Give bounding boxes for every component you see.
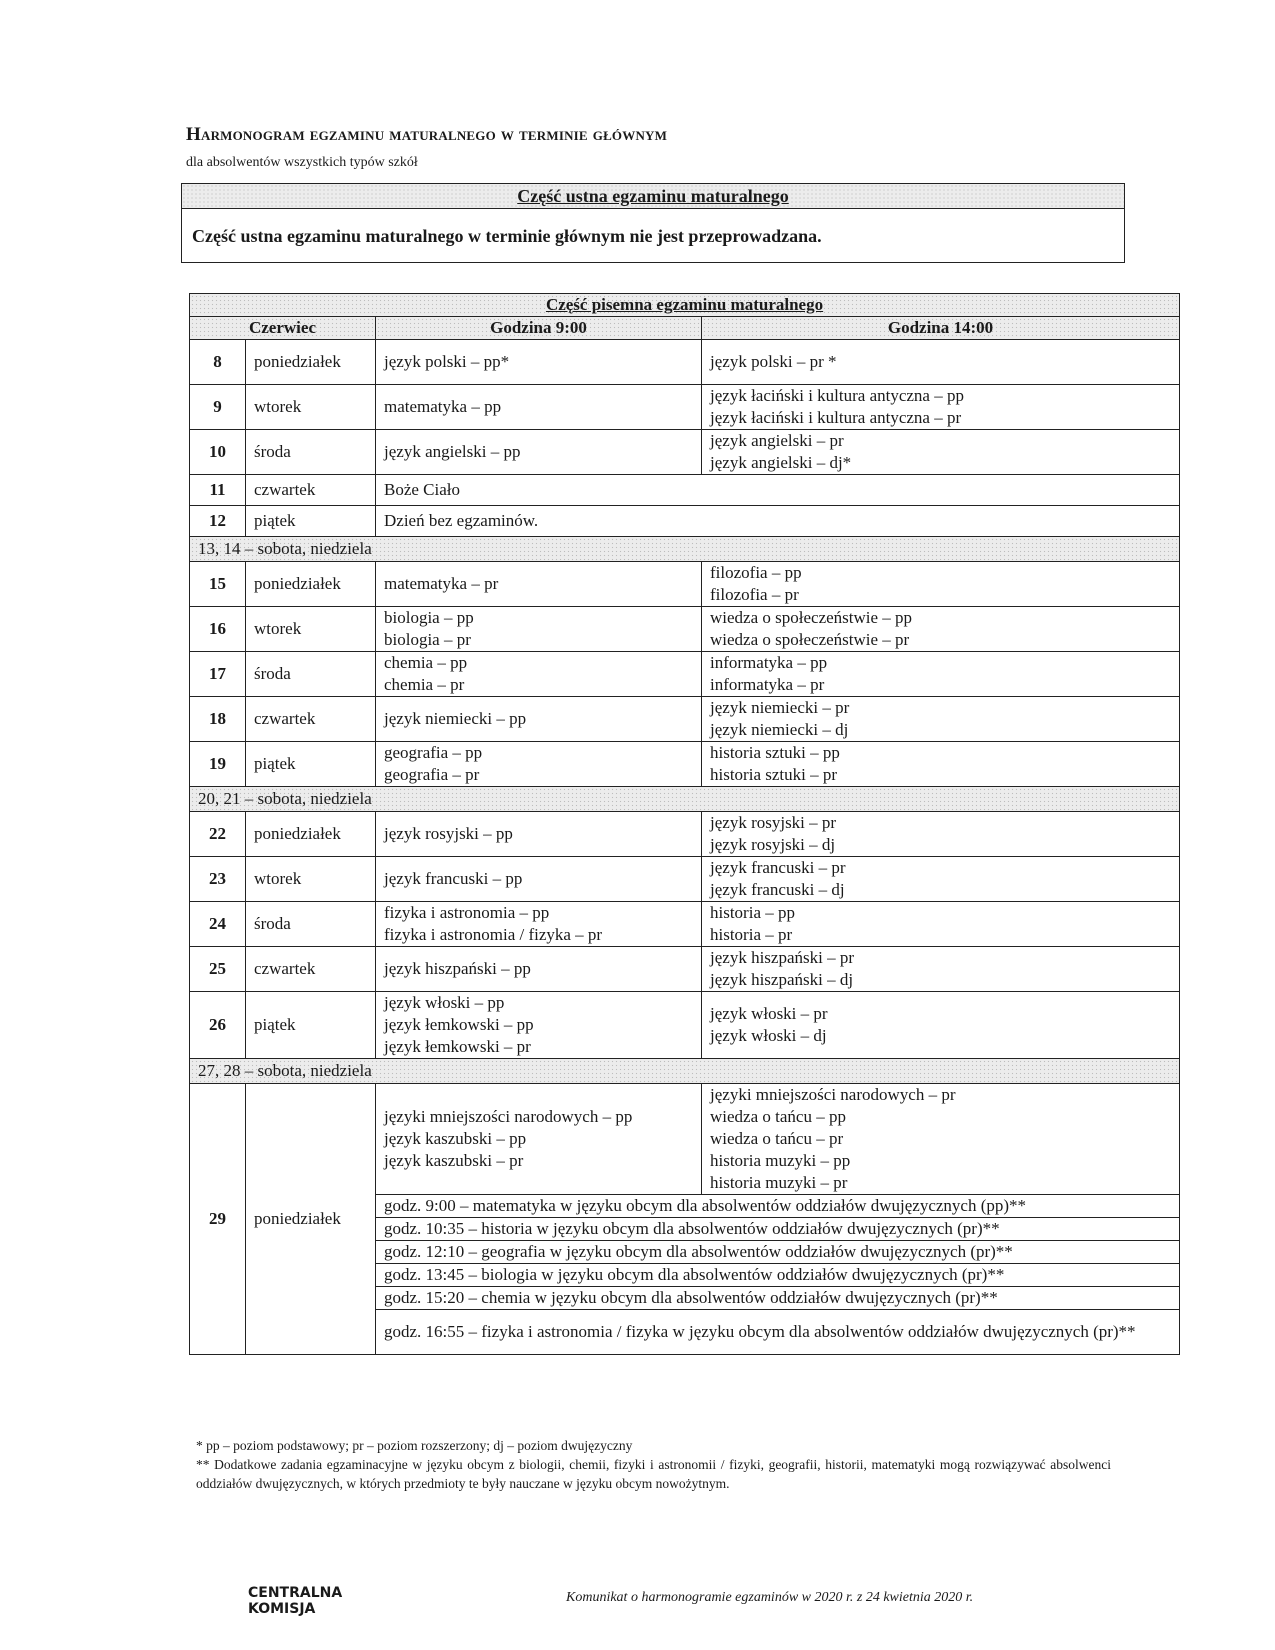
weekday: poniedziałek [246, 340, 376, 385]
day-number: 12 [190, 506, 246, 537]
schedule-row [190, 340, 1180, 385]
exams-14 [702, 385, 1180, 430]
exam-entry: wiedza o społeczeństwie – pr [710, 630, 910, 649]
exam-entry: chemia – pr [384, 675, 465, 694]
weekday: czwartek [246, 475, 376, 506]
exams-9 [376, 652, 702, 697]
schedule-row [190, 992, 1180, 1059]
weekday: piątek [246, 506, 376, 537]
schedule-row [190, 947, 1180, 992]
schedule-row [190, 506, 1180, 537]
bilingual-exam: godz. 10:35 – historia w języku obcym dla absolwentów oddziałów dwujęzycznych (pr)** [376, 1218, 1180, 1241]
exam-entry: język włoski – pr [710, 1004, 828, 1023]
weekday: piątek [246, 742, 376, 787]
exams-14 [702, 562, 1180, 607]
day-number: 19 [190, 742, 246, 787]
schedule-row [190, 430, 1180, 475]
exam-entry: język łaciński i kultura antyczna – pr [710, 408, 962, 427]
schedule-row [190, 742, 1180, 787]
exam-entry: matematyka – pp [384, 397, 502, 416]
exam-entry: język rosyjski – pp [384, 824, 513, 843]
weekend-label: 27, 28 – sobota, niedziela [190, 1059, 1180, 1084]
exam-entry: języki mniejszości narodowych – pr [710, 1085, 956, 1104]
exam-entry: fizyka i astronomia / fizyka – pr [384, 925, 603, 944]
schedule-row [190, 902, 1180, 947]
exam-entry: informatyka – pr [710, 675, 825, 694]
exam-entry: język francuski – pr [710, 858, 846, 877]
exam-entry: fizyka i astronomia – pp [384, 903, 550, 922]
weekday: środa [246, 430, 376, 475]
schedule-row [190, 562, 1180, 607]
schedule-row [190, 607, 1180, 652]
day-number: 11 [190, 475, 246, 506]
exam-entry: historia sztuki – pp [710, 743, 840, 762]
exams-14 [702, 607, 1180, 652]
column-header-month: Czerwiec [190, 317, 376, 340]
exams-14 [702, 340, 1180, 385]
bilingual-exam: godz. 13:45 – biologia w języku obcym dla absolwentów oddziałów dwujęzycznych (pr)** [376, 1264, 1180, 1287]
exam-entry: język hiszpański – pr [710, 948, 854, 967]
schedule-row [190, 475, 1180, 506]
exam-entry: język polski – pr * [710, 352, 837, 371]
exam-entry: język rosyjski – dj [710, 835, 836, 854]
day-number: 17 [190, 652, 246, 697]
weekday: wtorek [246, 385, 376, 430]
logo-line-2: KOMISJA [248, 1601, 316, 1617]
day-number: 8 [190, 340, 246, 385]
weekday: piątek [246, 992, 376, 1059]
weekday: poniedziałek [246, 812, 376, 857]
exam-entry: historia sztuki – pr [710, 765, 838, 784]
weekend-row [190, 787, 1180, 812]
cke-logo [248, 1585, 342, 1617]
schedule-row [190, 857, 1180, 902]
column-header-9: Godzina 9:00 [376, 317, 702, 340]
exams-9 [376, 742, 702, 787]
exams-9 [376, 857, 702, 902]
exams-9 [376, 340, 702, 385]
weekday: środa [246, 902, 376, 947]
weekday: poniedziałek [246, 562, 376, 607]
communique-footer: Komunikat o harmonogramie egzaminów w 2020 r. z 24 kwietnia 2020 r. [566, 1590, 974, 1605]
exam-entry: historia – pp [710, 903, 795, 922]
bilingual-exam: godz. 15:20 – chemia w języku obcym dla absolwentów oddziałów dwujęzycznych (pr)** [376, 1287, 1180, 1310]
bilingual-exam: godz. 12:10 – geografia w języku obcym dla absolwentów oddziałów dwujęzycznych (pr)** [376, 1241, 1180, 1264]
exam-entry: wiedza o społeczeństwie – pp [710, 608, 913, 627]
exams-14 [702, 857, 1180, 902]
weekday: wtorek [246, 857, 376, 902]
exam-entry: matematyka – pr [384, 574, 499, 593]
exam-entry: język angielski – pr [710, 431, 844, 450]
schedule-row [190, 652, 1180, 697]
full-day-note: Boże Ciało [376, 475, 1180, 506]
day-number: 16 [190, 607, 246, 652]
exam-entry: wiedza o tańcu – pp [710, 1107, 846, 1126]
exam-entry: język łemkowski – pr [384, 1037, 531, 1056]
day-number: 26 [190, 992, 246, 1059]
day-number: 9 [190, 385, 246, 430]
exam-entry: język niemiecki – dj [710, 720, 849, 739]
exams-14 [702, 430, 1180, 475]
page-title: Harmonogram egzaminu maturalnego w terminie głównym [186, 124, 668, 145]
exam-entry: język kaszubski – pp [384, 1129, 527, 1148]
oral-section [181, 183, 1125, 263]
schedule-row [190, 697, 1180, 742]
logo-line-1: CENTRALNA [248, 1585, 343, 1601]
weekday: poniedziałek [246, 1084, 376, 1355]
exam-entry: język hiszpański – pp [384, 959, 531, 978]
exam-entry: języki mniejszości narodowych – pp [384, 1107, 633, 1126]
exam-entry: język francuski – pp [384, 869, 523, 888]
weekend-row [190, 1059, 1180, 1084]
full-day-note: Dzień bez egzaminów. [376, 506, 1180, 537]
exam-entry: język polski – pp* [384, 352, 510, 371]
day-number: 22 [190, 812, 246, 857]
exam-entry: biologia – pp [384, 608, 474, 627]
day-number: 10 [190, 430, 246, 475]
exams-9 [376, 812, 702, 857]
column-header-14: Godzina 14:00 [702, 317, 1180, 340]
exams-9 [376, 697, 702, 742]
bilingual-exam: godz. 9:00 – matematyka w języku obcym dla absolwentów oddziałów dwujęzycznych (pp)** [376, 1195, 1180, 1218]
footnote-bilingual: ** Dodatkowe zadania egzaminacyjne w języku obcym z biologii, chemii, fizyki i astronomii / fizyki, geografii, historii, matematyki mogą rozwiązywać absolwenci oddziałów dwujęzycznych, w których przedmioty te były nauczane w języku obcym nowożytnym. [196, 1457, 1111, 1491]
exams-9 [376, 607, 702, 652]
exams-14 [702, 742, 1180, 787]
bilingual-exam: godz. 16:55 – fizyka i astronomia / fizyka w języku obcym dla absolwentów oddziałów dwujęzycznych (pr)** [376, 1310, 1180, 1355]
exams-9 [376, 947, 702, 992]
exam-entry: historia muzyki – pr [710, 1173, 848, 1192]
weekday: czwartek [246, 697, 376, 742]
schedule-row [190, 385, 1180, 430]
exam-entry: informatyka – pp [710, 653, 828, 672]
schedule-row [190, 1084, 1180, 1195]
weekend-label: 13, 14 – sobota, niedziela [190, 537, 1180, 562]
written-section-header: Część pisemna egzaminu maturalnego [190, 294, 1180, 317]
exams-9 [376, 430, 702, 475]
exam-entry: język włoski – dj [710, 1026, 827, 1045]
footnote-levels: * pp – poziom podstawowy; pr – poziom rozszerzony; dj – poziom dwujęzyczny [196, 1438, 633, 1453]
weekend-row [190, 537, 1180, 562]
exam-entry: język francuski – dj [710, 880, 845, 899]
exams-14 [702, 652, 1180, 697]
exam-entry: język rosyjski – pr [710, 813, 837, 832]
day-number: 18 [190, 697, 246, 742]
exam-entry: język hiszpański – dj [710, 970, 854, 989]
day-number: 24 [190, 902, 246, 947]
exams-14 [702, 947, 1180, 992]
exam-entry: historia – pr [710, 925, 793, 944]
weekday: wtorek [246, 607, 376, 652]
oral-section-header: Część ustna egzaminu maturalnego [182, 184, 1124, 209]
weekday: środa [246, 652, 376, 697]
day-number: 15 [190, 562, 246, 607]
exam-entry: język włoski – pp [384, 993, 505, 1012]
exam-entry: geografia – pr [384, 765, 480, 784]
exam-entry: język angielski – pp [384, 442, 521, 461]
day-number: 29 [190, 1084, 246, 1355]
exam-entry: język kaszubski – pr [384, 1151, 524, 1170]
exam-entry: język niemiecki – pp [384, 709, 527, 728]
exam-entry: język łaciński i kultura antyczna – pp [710, 386, 964, 405]
weekday: czwartek [246, 947, 376, 992]
exams-14 [702, 992, 1180, 1059]
weekend-label: 20, 21 – sobota, niedziela [190, 787, 1180, 812]
exam-entry: język niemiecki – pr [710, 698, 850, 717]
exams-9 [376, 1084, 702, 1195]
exams-14 [702, 902, 1180, 947]
page-subtitle: dla absolwentów wszystkich typów szkół [186, 155, 418, 170]
written-schedule-table [189, 293, 1180, 1355]
exams-14 [702, 1084, 1180, 1195]
exam-entry: chemia – pp [384, 653, 468, 672]
exams-9 [376, 385, 702, 430]
exams-9 [376, 562, 702, 607]
exams-14 [702, 812, 1180, 857]
exam-entry: geografia – pp [384, 743, 483, 762]
oral-section-text: Część ustna egzaminu maturalnego w terminie głównym nie jest przeprowadzana. [192, 226, 822, 246]
exams-9 [376, 902, 702, 947]
exam-entry: wiedza o tańcu – pr [710, 1129, 844, 1148]
day-number: 23 [190, 857, 246, 902]
exam-entry: historia muzyki – pp [710, 1151, 851, 1170]
exam-entry: język angielski – dj* [710, 453, 852, 472]
exams-9 [376, 992, 702, 1059]
exam-entry: filozofia – pp [710, 563, 802, 582]
schedule-row [190, 812, 1180, 857]
exams-14 [702, 697, 1180, 742]
footnotes [196, 1436, 1111, 1493]
exam-entry: filozofia – pr [710, 585, 799, 604]
exam-entry: język łemkowski – pp [384, 1015, 534, 1034]
day-number: 25 [190, 947, 246, 992]
exam-entry: biologia – pr [384, 630, 471, 649]
